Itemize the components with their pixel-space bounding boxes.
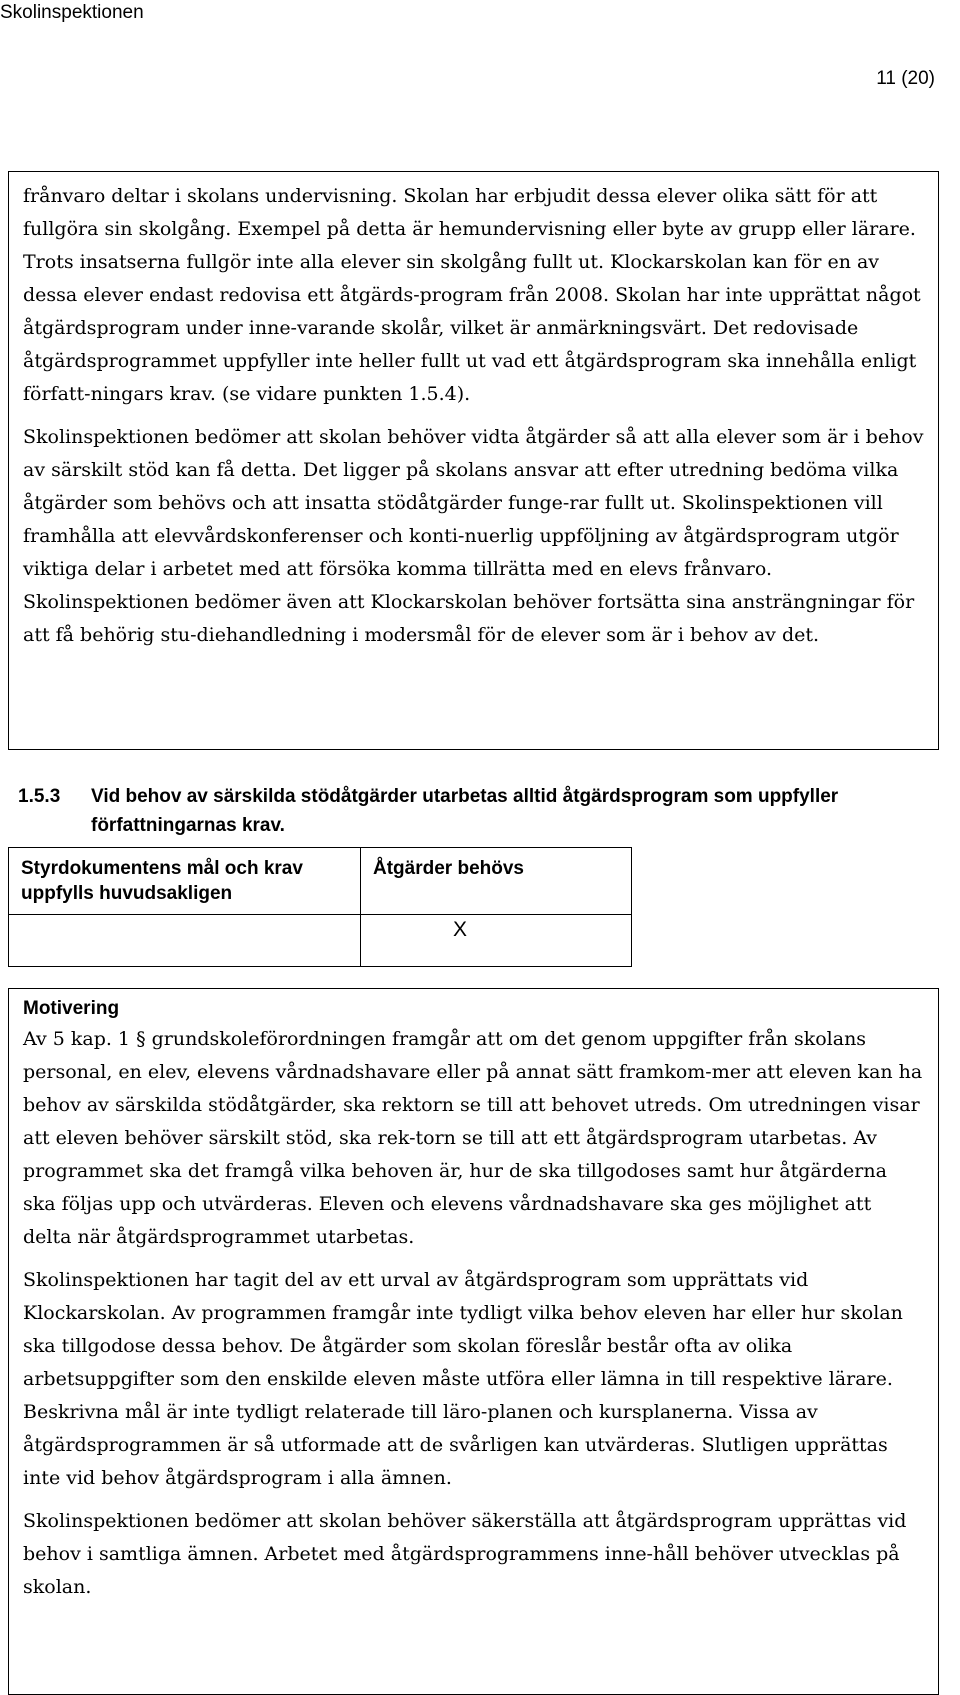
motivation-label: Motivering [23, 998, 120, 1019]
section-title: Vid behov av särskilda stödåtgärder utarbetas alltid åtgärdsprogram som uppfyller författningarnas krav. [91, 786, 839, 836]
action-needed-cell: Åtgärder behövs [361, 848, 632, 915]
header-org-name: Skolinspektionen [0, 2, 144, 23]
paragraph: Skolinspektionen bedömer att skolan behöver säkerställa att åtgärdsprogram upprättas vid behov i samtliga ämnen. Arbetet med åtgärdsprogrammens inne-håll behöver utvecklas på skolan. [23, 1510, 907, 1598]
paragraph: Av 5 kap. 1 § grundskoleförordningen framgår att om det genom uppgifter från skolans personal, en elev, elevens vårdnadshavare eller på annat sätt framkom-mer att eleven kan ha behov av särskilda stödåtgärder, ska rektorn se till att behovet utreds. Om utredningen visar att eleven behöver särskilt stöd, ska rek-torn se till att ett åtgärdsprogram utarbetas. Av programmet ska det framgå vilka behoven är, hur de ska tillgodoses samt hur åtgärderna ska följas upp och utvärderas. Eleven och elevens vårdnadshavare ska ges möjlighet att delta när åtgärdsprogrammet utarbetas. [23, 1028, 923, 1248]
paragraph: Skolinspektionen bedömer att skolan behöver vidta åtgärder så att alla elever som är i behov av särskilt stöd kan få detta. Det ligger på skolans ansvar att efter utredning bedöma vilka åtgärder som behövs och att insatta stödåtgärder funge-rar fullt ut. Skolinspektionen vill framhålla att elevvårdskonferenser och konti-nuerlig uppföljning av åtgärdsprogram utgör viktiga delar i arbetet med att försöka komma tillrätta med en elevs frånvaro. Skolinspektionen bedömer även att Klockarskolan behöver fortsätta sina ansträngningar för att få behörig stu-diehandledning i modersmål för de elever som är i behov av det. [23, 426, 924, 646]
section-number: 1.5.3 [18, 786, 61, 807]
paragraph: Skolinspektionen har tagit del av ett urval av åtgärdsprogram som upprättats vid Klockarskolan. Av programmen framgår inte tydligt vilka behov eleven har eller hur skolan ska tillgodose dessa behov. De åtgärder som skolan föreslår består ofta av olika arbetsuppgifter som den enskilde eleven måste utföra eller lämna in till respektive lärare. Beskrivna mål är inte tydligt relaterade till läro-planen och kursplanerna. Vissa av åtgärdsprogrammen är så utformade att de svårligen kan utvärderas. Slutligen upprättas inte vid behov åtgärdsprogram i alla ämnen. [23, 1269, 903, 1489]
selected-mark: X [453, 918, 468, 941]
motivation-box [8, 988, 939, 1695]
assessment-table [8, 847, 939, 967]
paragraph: frånvaro deltar i skolans undervisning. Skolan har erbjudit dessa elever olika sätt för att fullgöra sin skolgång. Exempel på detta är hemundervisning eller byte av grupp eller lärare. Trots insatserna fullgör inte alla elever sin skolgång fullt ut. Klockarskolan kan för en av dessa elever endast redovisa ett åtgärds-program från 2008. Skolan har inte upprättat något åtgärdsprogram under inne-varande skolår, vilket är anmärkningsvärt. Det redovisade åtgärdsprogrammet uppfyller inte heller fullt ut vad ett åtgärdsprogram ska innehålla enligt författ-ningars krav. (se vidare punkten 1.5.4). [23, 185, 921, 405]
criteria-fulfilled-cell: Styrdokumentens mål och krav uppfylls huvudsakligen [9, 848, 361, 915]
action-needed-mark-cell [361, 915, 632, 967]
assessment-text-box [8, 171, 939, 750]
section-heading [18, 782, 948, 840]
criteria-fulfilled-mark-cell [9, 915, 361, 967]
page-number: 11 (20) [876, 68, 935, 89]
